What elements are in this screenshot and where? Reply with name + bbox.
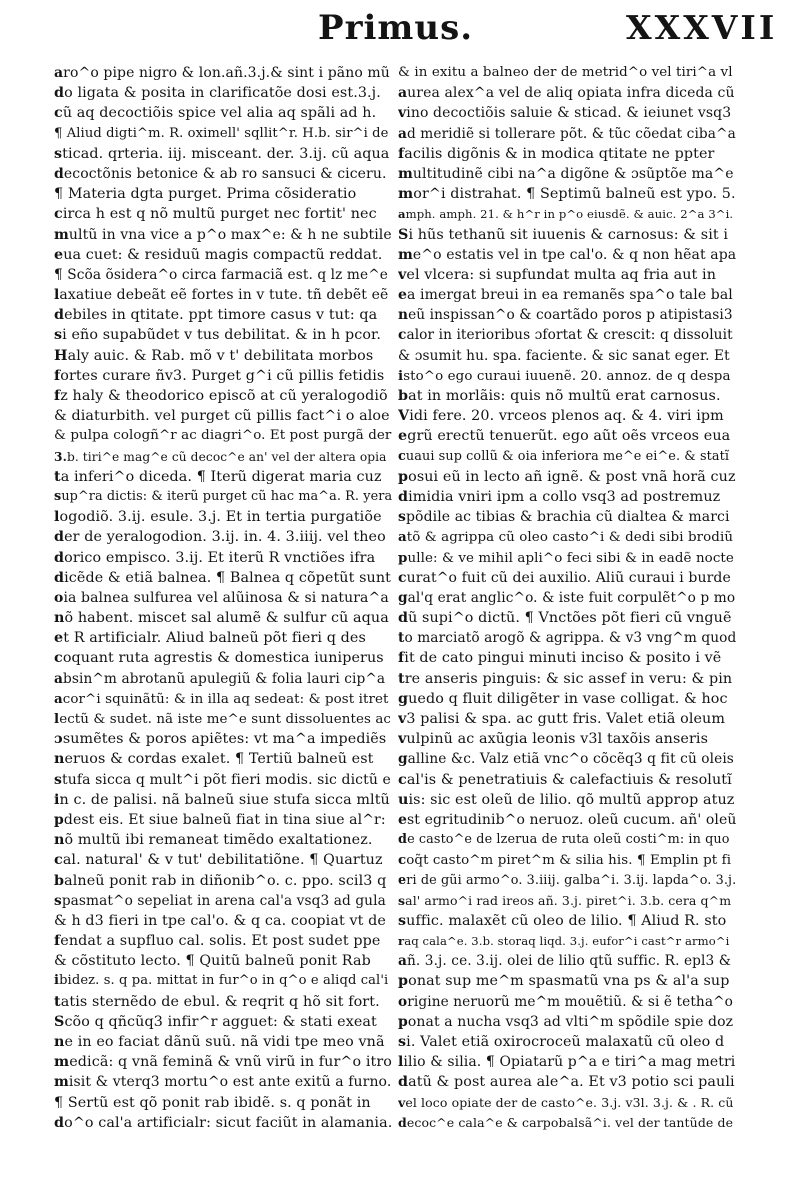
running-title: Primus. bbox=[318, 8, 474, 48]
text-line: atõ & agrippa cũ oleo casto^i & dedi sibi brodiũ bbox=[398, 529, 734, 546]
text-line: egrũ erectũ tenuerũt. ego aũt oẽs vrceos eua bbox=[398, 428, 731, 445]
text-line: in c. de palisi. nã balneũ siue stufa sicca mltũ bbox=[54, 791, 390, 808]
text-line: & ɔsumit hu. spa. faciente. & sic sanat eger. Et bbox=[398, 347, 730, 364]
text-line: pulle: & ve mihil apli^o feci sibi & in eadẽ nocte bbox=[398, 549, 734, 566]
text-line: Si hũs tethanũ sit iuuenis & carnosus: & sit i bbox=[398, 226, 729, 243]
text-line: fit de cato pingui minuti inciso & posito i vẽ bbox=[398, 650, 722, 667]
text-line: laxatiue debeãt eẽ fortes in v tute. tñ debẽt eẽ bbox=[54, 287, 389, 304]
text-line: logodiõ. 3.ij. esule. 3.j. Et in tertia purgatiõe bbox=[54, 509, 382, 526]
folio-number: XXXVII bbox=[626, 8, 778, 47]
text-line: pdest eis. Et siue balneũ fiat in tina siue al^r: bbox=[54, 811, 386, 828]
text-line: v3 palisi & spa. ac gutt fris. Valet etiã oleum bbox=[398, 711, 726, 727]
text-line: ¶ Scõa õsidera^o circa farmaciã est. q lz me^e bbox=[54, 266, 388, 283]
text-line: posui eũ in lecto añ ignẽ. & post vnã horã cuz bbox=[398, 468, 736, 485]
text-line: amph. amph. 21. & h^r in p^o eiusdẽ. & auic. 2^a 3^i. bbox=[398, 207, 734, 222]
text-line: añ. 3.j. ce. 3.ij. olei de lilio qtũ suffic. R. epl3 & bbox=[398, 953, 732, 970]
text-column-right bbox=[398, 63, 736, 1133]
text-line: uis: sic est oleũ de lilio. qõ multũ approp atuz bbox=[398, 791, 735, 808]
text-line: fz haly & theodorico episcõ at cũ yeralogodiõ bbox=[54, 388, 388, 404]
text-line: dorico empisco. 3.ij. Et iterũ R vnctiões ifra bbox=[54, 549, 376, 566]
text-line: ¶ Aliud digti^m. R. oximell' sqllit^r. H.b. sir^i de bbox=[54, 125, 389, 141]
text-line: circa h est q nõ multũ purget nec fortit' nec bbox=[54, 206, 377, 223]
text-line: Haly auic. & Rab. mõ v t' debilitata morbos bbox=[54, 347, 374, 364]
text-line: galline &c. Valz etiã vnc^o cõcẽq3 q fit cũ oleis bbox=[398, 751, 734, 768]
text-line: ta inferi^o diceda. ¶ Iterũ digerat maria cuz bbox=[54, 468, 382, 485]
text-line: decoctõnis betonice & ab ro sansuci & ciceru. bbox=[54, 165, 387, 182]
text-line: Scõo q qñcũq3 infir^r agguet: & stati exeat bbox=[54, 1013, 377, 1030]
text-line: ¶ Sertũ est qõ ponit rab ibidẽ. s. q ponãt in bbox=[54, 1094, 371, 1111]
text-line: coq̃t casto^m piret^m & silia his. ¶ Emplin pt fi bbox=[398, 852, 732, 869]
text-line: gal'q erat anglic^o. & iste fuit corpulẽt^o p mo bbox=[398, 589, 736, 606]
text-line: der de yeralogodion. 3.ij. in. 4. 3.iiij. vel theo bbox=[54, 529, 386, 546]
text-line: datũ & post aurea ale^a. Et v3 potio sci pauli bbox=[398, 1074, 735, 1091]
text-line: cũ aq decoctiõis spice vel alia aq spãli ad h. bbox=[54, 105, 377, 122]
text-line: & h d3 fieri in tpe cal'o. & q ca. coopiat vt de bbox=[54, 912, 386, 929]
text-line: 3.b. tiri^e mag^e cũ decoc^e an' vel der altera opia bbox=[54, 449, 387, 464]
text-line: neruos & cordas exalet. ¶ Tertiũ balneũ est bbox=[54, 751, 374, 768]
text-line: eri de gũi armo^o. 3.iiij. galba^i. 3.ij. lapda^o. 3.j. bbox=[398, 872, 736, 888]
text-line: lilio & silia. ¶ Opiatarũ p^a e tiri^a mag metri bbox=[398, 1054, 736, 1071]
text-line: aro^o pipe nigro & lon.añ.3.j.& sint i pãno mũ bbox=[54, 65, 390, 81]
text-line: fendat a supfluo cal. solis. Et post sudet ppe bbox=[54, 933, 381, 950]
text-line: sal' armo^i rad ireos añ. 3.j. piret^i. 3.b. cera q^m bbox=[398, 892, 732, 908]
text-line: do^o cal'a artificialr: sicut faciũt in alamania. bbox=[54, 1114, 392, 1131]
text-line: balneũ ponit rab in diñonib^o. c. ppo. scil3 q bbox=[54, 872, 387, 889]
text-line: spasmat^o sepeliat in arena cal'a vsq3 ad gula bbox=[54, 892, 386, 909]
text-line: vulpinũ ac axũgia leonis v3l taxõis anseris bbox=[398, 731, 709, 748]
text-line: dimidia vniri ipm a collo vsq3 ad postremuz bbox=[398, 488, 721, 505]
text-line: ɔsumẽtes & poros apiẽtes: vt ma^a impediẽs bbox=[54, 731, 387, 748]
text-line: sticad. qrteria. iij. misceant. der. 3.ij. cũ aqua bbox=[54, 145, 390, 162]
text-line: vel vlcera: si supfundat multa aq fria aut in bbox=[398, 266, 716, 283]
text-line: me^o estatis vel in tpe cal'o. & q non hẽat apa bbox=[398, 246, 736, 263]
text-line: & in exitu a balneo der de metrid^o vel tiri^a vl bbox=[398, 65, 733, 80]
text-line: dũ supi^o dictũ. ¶ Vnctões põt fieri cũ vnguẽ bbox=[398, 610, 732, 627]
text-line: calor in iterioribus ɔfortat & crescit: q dissoluit bbox=[398, 327, 733, 344]
text-line: suffic. malaxẽt cũ oleo de lilio. ¶ Aliud R. sto bbox=[398, 912, 727, 929]
text-line: cal'is & penetratiuis & calefactiuis & resolutĩ bbox=[398, 771, 732, 788]
text-line: & pulpa cologñ^r ac diagri^o. Et post purgã der bbox=[54, 428, 392, 444]
text-line: origine neruorũ me^m mouẽtiũ. & si ẽ tetha^o bbox=[398, 993, 734, 1010]
text-line: ¶ Materia dgta purget. Prima cõsideratio bbox=[54, 186, 357, 203]
text-line: est egritudinib^o neruoz. oleũ cucum. añ' oleũ bbox=[398, 811, 736, 828]
text-line: acor^i squinãtũ: & in illa aq sedeat: & post itret bbox=[54, 690, 389, 707]
text-line: cal. natural' & v tut' debilitatiõne. ¶ Quartuz bbox=[54, 852, 383, 869]
text-line: Vidi fere. 20. vrceos plenos aq. & 4. viri ipm bbox=[398, 408, 724, 425]
text-line: debiles in qtitate. ppt timore casus v tut: qa bbox=[54, 307, 378, 324]
text-line: ponat sup me^m spasmatũ vna ps & al'a sup bbox=[398, 973, 730, 990]
text-line: et R artificialr. Aliud balneũ põt fieri q des bbox=[54, 630, 366, 647]
text-line: facilis digõnis & in modica qtitate ne ppter bbox=[398, 145, 715, 162]
text-line: multitudinẽ cibi na^a digõne & ɔsũptõe ma^e bbox=[398, 165, 734, 182]
text-line: sup^ra dictis: & iterũ purget cũ hac ma^a. R. yera bbox=[54, 488, 392, 504]
text-line: & cõstituto lecto. ¶ Quitũ balneũ ponit Rab bbox=[54, 953, 371, 970]
text-line: to marciatõ arogõ & agrippa. & v3 vng^m quod bbox=[398, 630, 736, 647]
text-line: nõ habent. miscet sal alumẽ & sulfur cũ aqua bbox=[54, 610, 389, 627]
text-line: mor^i distrahat. ¶ Septimũ balneũ est ypo. 5. bbox=[398, 186, 736, 203]
text-line: tatis sternẽdo de ebul. & reqrit q hõ sit fort. bbox=[54, 993, 380, 1010]
text-line: neũ inspissan^o & coartãdo poros p atipistasi3 bbox=[398, 307, 733, 324]
text-line: spõdile ac tibias & brachia cũ dialtea & marci bbox=[398, 509, 730, 526]
text-column-left bbox=[54, 63, 392, 1133]
text-line: medicã: q vnã feminã & vnũ virũ in fur^o itro bbox=[54, 1054, 392, 1071]
text-line: absin^m abrotanũ apulegiũ & folia lauri cip^a bbox=[54, 670, 386, 687]
text-line: nõ multũ ibi remaneat timẽdo exaltationez. bbox=[54, 832, 373, 849]
text-line: & diaturbith. vel purget cũ pillis fact^i o aloe bbox=[54, 408, 390, 425]
text-line: si eño supabũdet v tus debilitat. & in h pcor. bbox=[54, 327, 382, 344]
text-line: vino decoctiõis saluie & sticad. & ieiunet vsq3 bbox=[398, 105, 732, 122]
text-line: tre anseris pinguis: & sic assef in veru: & pin bbox=[398, 670, 733, 687]
text-line: ponat a nucha vsq3 ad vlti^m spõdile spie doz bbox=[398, 1013, 734, 1030]
text-line: bat in morlãis: quis nõ multũ erat carnosus. bbox=[398, 388, 721, 404]
text-line: misit & vterq3 mortu^o est ante exitũ a furno. bbox=[54, 1074, 392, 1091]
text-line: coquant ruta agrestis & domestica iuniperus bbox=[54, 650, 384, 667]
text-line: vel loco opiate der de casto^e. 3.j. v3l. 3.j. & . R. cũ bbox=[398, 1094, 734, 1110]
text-line: fortes curare ñv3. Purget g^i cũ pillis fetidis bbox=[54, 367, 385, 384]
text-line: si. Valet etiã oxirocroceũ malaxatũ cũ oleo d bbox=[398, 1034, 725, 1050]
text-line: de casto^e de lzerua de ruta oleũ costi^m: in quo bbox=[398, 832, 730, 848]
text-line: multũ in vna vice a p^o max^e: & h ne subtile bbox=[54, 226, 392, 243]
text-line: oia balnea sulfurea vel alũinosa & si natura^a bbox=[54, 589, 389, 606]
text-line: guedo q fluit diligẽter in vase colligat. & hoc bbox=[398, 690, 728, 707]
text-line: ad meridiẽ si tollerare põt. & tũc cõedat ciba^a bbox=[398, 125, 736, 142]
text-line: dicẽde & etiã balnea. ¶ Balnea q cõpetũt sunt bbox=[54, 569, 391, 586]
text-line: isto^o ego curaui iuuenẽ. 20. annoz. de q despa bbox=[398, 367, 731, 384]
text-line: ne in eo faciat dãnũ suũ. nã vidi tpe meo vnã bbox=[54, 1034, 385, 1050]
text-line: lectũ & sudet. nã iste me^e sunt dissoluentes ac bbox=[54, 711, 392, 727]
text-line: eua cuet: & residuũ magis compactũ reddat. bbox=[54, 246, 383, 263]
text-line: curat^o fuit cũ dei auxilio. Aliũ curaui i burde bbox=[398, 569, 731, 586]
text-line: do ligata & posita in clarificatõe dosi est.3.j. bbox=[54, 85, 381, 102]
text-line: ibidez. s. q pa. mittat in fur^o in q^o e aliqd cal'i bbox=[54, 973, 389, 989]
text-line: raq cala^e. 3.b. storaq liqd. 3.j. eufor^i cast^r armo^i bbox=[398, 934, 730, 949]
text-line: cuaui sup collũ & oia inferiora me^e ei^e. & statĩ bbox=[398, 448, 730, 464]
text-line: stufa sicca q mult^i põt fieri modis. sic dictũ e bbox=[54, 771, 391, 788]
text-line: aurea alex^a vel de aliq opiata infra diceda cũ bbox=[398, 85, 735, 102]
text-line: decoc^e cala^e & carpobalsã^i. vel der tantũde de bbox=[398, 1114, 734, 1130]
text-line: ea imergat breui in ea remanẽs spa^o tale bal bbox=[398, 287, 733, 304]
